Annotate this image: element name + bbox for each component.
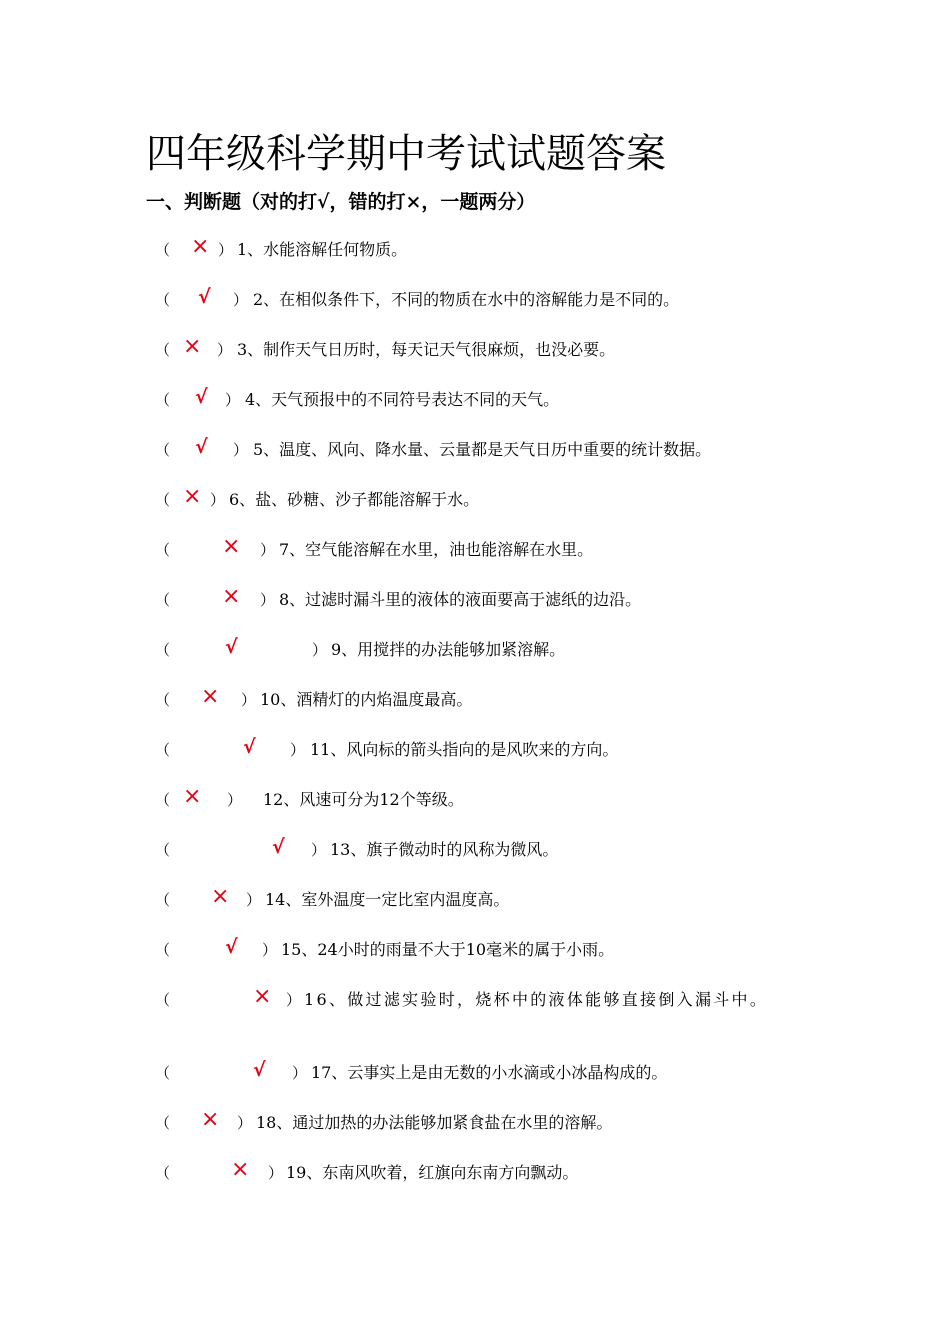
open-paren: （ xyxy=(155,691,171,709)
cross-mark-icon: × xyxy=(201,1107,220,1132)
close-paren: ） xyxy=(218,241,234,259)
question-text: 11、风向标的箭头指向的是风吹来的方向。 xyxy=(310,740,619,759)
question-text: 3、制作天气日历时，每天记天气很麻烦，也没必要。 xyxy=(237,340,616,359)
open-paren: （ xyxy=(155,641,171,659)
cross-mark-icon: × xyxy=(231,1157,250,1182)
tick-mark-icon: √ xyxy=(253,1059,266,1081)
open-paren: （ xyxy=(155,491,171,509)
question-text: 17、云事实上是由无数的小水滴或小冰晶构成的。 xyxy=(311,1063,668,1082)
close-paren: ） xyxy=(290,741,306,759)
open-paren: （ xyxy=(155,441,171,459)
question-text: 19、东南风吹着，红旗向东南方向飘动。 xyxy=(286,1163,579,1182)
close-paren: ） xyxy=(268,1164,284,1182)
open-paren: （ xyxy=(155,1064,171,1082)
close-paren: ） xyxy=(311,841,327,859)
cross-mark-icon: × xyxy=(183,484,202,509)
open-paren: （ xyxy=(155,991,171,1009)
tick-mark-icon: √ xyxy=(272,836,285,858)
question-text: 15、24小时的雨量不大于10毫米的属于小雨。 xyxy=(281,940,615,959)
tick-mark-icon: √ xyxy=(225,636,238,658)
cross-mark-icon: × xyxy=(201,684,220,709)
question-text: 9、用搅拌的办法能够加紧溶解。 xyxy=(331,640,566,659)
cross-mark-icon: × xyxy=(211,884,230,909)
open-paren: （ xyxy=(155,341,171,359)
question-text: 1、水能溶解任何物质。 xyxy=(237,240,408,259)
open-paren: （ xyxy=(155,591,171,609)
cross-mark-icon: × xyxy=(253,984,272,1009)
tick-mark-icon: √ xyxy=(195,436,208,458)
page-title: 四年级科学期中考试试题答案 xyxy=(146,131,666,177)
close-paren: ） xyxy=(260,591,276,609)
close-paren: ） xyxy=(286,991,302,1009)
cross-mark-icon: × xyxy=(191,234,210,259)
close-paren: ） xyxy=(292,1064,308,1082)
cross-mark-icon: × xyxy=(222,584,241,609)
question-text: 16、做过滤实验时，烧杯中的液体能够直接倒入漏斗中。 xyxy=(304,990,769,1009)
tick-mark-icon: √ xyxy=(198,286,211,308)
close-paren: ） xyxy=(233,441,249,459)
cross-mark-icon: × xyxy=(222,534,241,559)
close-paren: ） xyxy=(312,641,328,659)
close-paren: ） xyxy=(260,541,276,559)
tick-mark-icon: √ xyxy=(243,736,256,758)
question-text: 12、风速可分为12个等级。 xyxy=(263,790,464,809)
question-text: 13、旗子微动时的风称为微风。 xyxy=(330,840,559,859)
open-paren: （ xyxy=(155,741,171,759)
question-text: 7、空气能溶解在水里，油也能溶解在水里。 xyxy=(279,540,594,559)
open-paren: （ xyxy=(155,541,171,559)
close-paren: ） xyxy=(210,491,226,509)
open-paren: （ xyxy=(155,291,171,309)
close-paren: ） xyxy=(241,691,257,709)
question-text: 4、天气预报中的不同符号表达不同的天气。 xyxy=(245,390,560,409)
close-paren: ） xyxy=(217,341,233,359)
close-paren: ） xyxy=(225,391,241,409)
open-paren: （ xyxy=(155,941,171,959)
question-text: 10、酒精灯的内焰温度最高。 xyxy=(260,690,473,709)
cross-mark-icon: × xyxy=(183,784,202,809)
question-text: 2、在相似条件下，不同的物质在水中的溶解能力是不同的。 xyxy=(253,290,680,309)
open-paren: （ xyxy=(155,1164,171,1182)
section-heading: 一、判断题（对的打√，错的打×，一题两分） xyxy=(146,191,536,213)
close-paren: ） xyxy=(227,791,243,809)
cross-mark-icon: × xyxy=(183,334,202,359)
open-paren: （ xyxy=(155,1114,171,1132)
open-paren: （ xyxy=(155,391,171,409)
close-paren: ） xyxy=(237,1114,253,1132)
close-paren: ） xyxy=(233,291,249,309)
open-paren: （ xyxy=(155,241,171,259)
tick-mark-icon: √ xyxy=(195,386,208,408)
open-paren: （ xyxy=(155,891,171,909)
open-paren: （ xyxy=(155,791,171,809)
question-text: 14、室外温度一定比室内温度高。 xyxy=(265,890,510,909)
close-paren: ） xyxy=(246,891,262,909)
close-paren: ） xyxy=(262,941,278,959)
tick-mark-icon: √ xyxy=(225,936,238,958)
open-paren: （ xyxy=(155,841,171,859)
question-text: 8、过滤时漏斗里的液体的液面要高于滤纸的边沿。 xyxy=(279,590,642,609)
question-text: 18、通过加热的办法能够加紧食盐在水里的溶解。 xyxy=(256,1113,613,1132)
question-text: 5、温度、风向、降水量、云量都是天气日历中重要的统计数据。 xyxy=(253,440,712,459)
question-text: 6、盐、砂糖、沙子都能溶解于水。 xyxy=(229,490,480,509)
